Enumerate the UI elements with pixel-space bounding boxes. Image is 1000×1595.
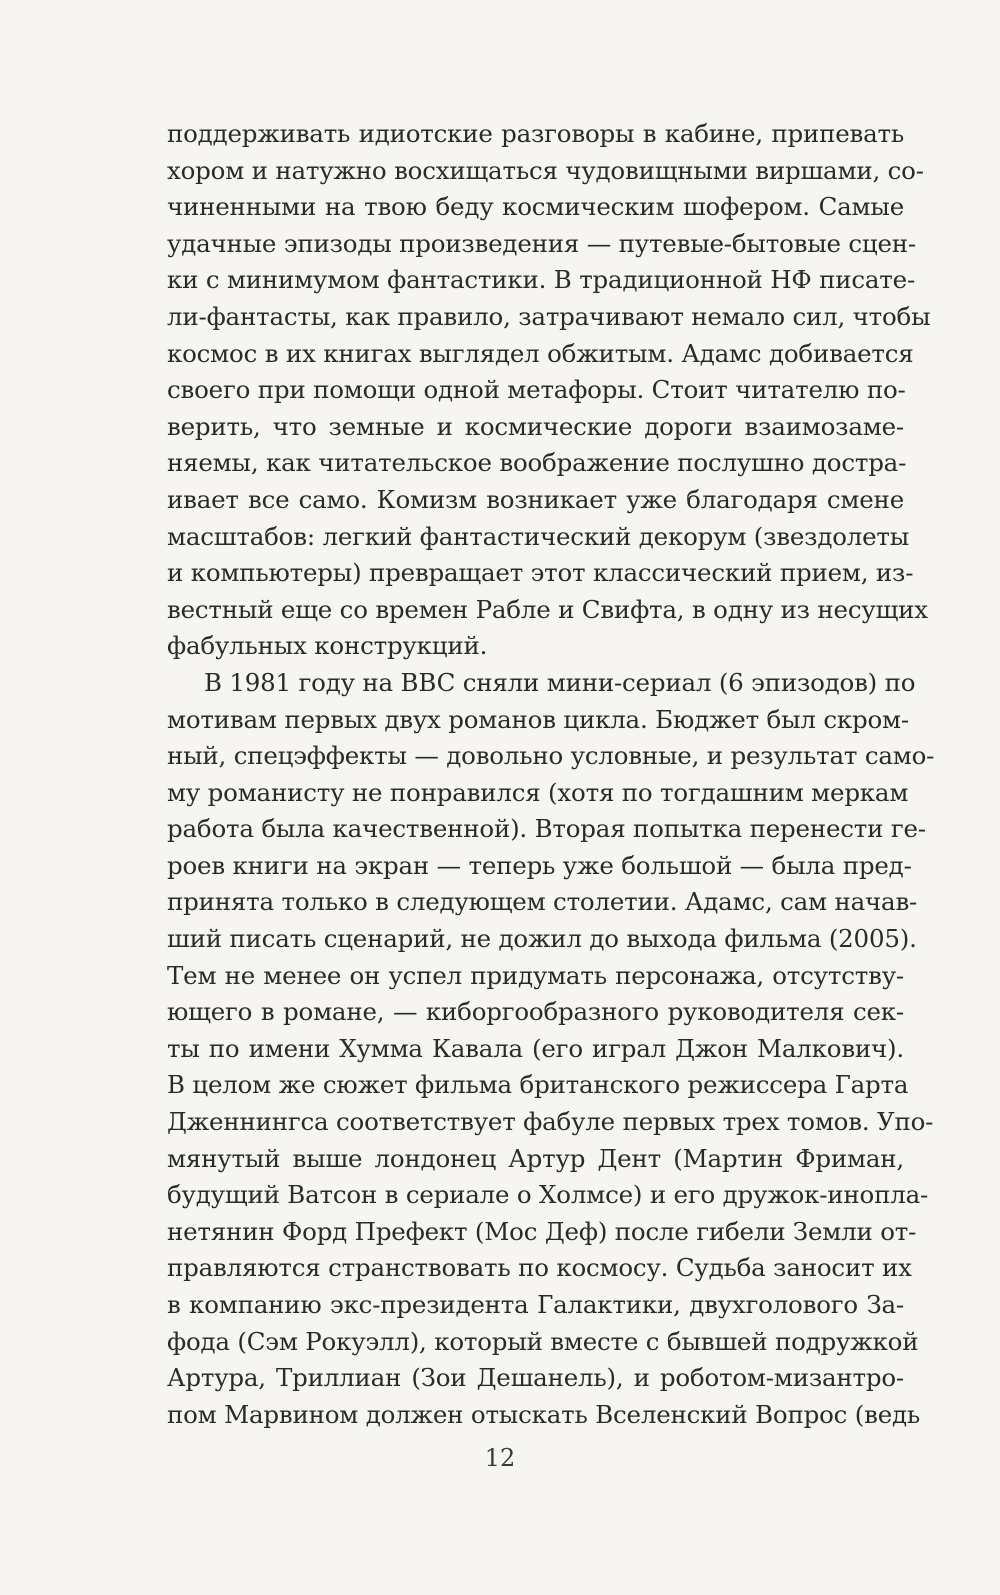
text-line: Артура, Триллиан (Зои Дешанель), и роботом-мизантро- xyxy=(167,1363,904,1393)
text-line: хором и натужно восхищаться чудовищными виршами, со- xyxy=(167,155,924,185)
body-text xyxy=(167,116,935,1433)
text-line: принята только в следующем столетии. Адамс, сам начав- xyxy=(167,887,918,917)
text-line: мянутый выше лондонец Артур Дент (Мартин Фриман, xyxy=(167,1143,904,1173)
text-line: верить, что земные и космические дороги взаимозаме- xyxy=(167,411,904,441)
text-line: В 1981 году на BBC сняли мини-сериал (6 эпизодов) по xyxy=(204,667,916,697)
text-line: в компанию экс-президента Галактики, двухголового За- xyxy=(167,1290,904,1319)
text-line: мотивам первых двух романов цикла. Бюджет был скром- xyxy=(167,704,909,734)
text-line: чиненными на твою беду космическим шофером. Самые xyxy=(167,192,904,222)
text-line: нетянин Форд Префект (Мос Деф) после гибели Земли от- xyxy=(167,1216,917,1246)
text-line: ющего в романе, — киборгообразного руководителя сек- xyxy=(167,997,904,1027)
text-line: своего при помощи одной метафоры. Стоит читателю по- xyxy=(167,375,906,405)
text-line: ли-фантасты, как правило, затрачивают немало сил, чтобы xyxy=(167,301,931,331)
text-line: ный, спецэффекты — довольно условные, и результат само- xyxy=(167,741,935,771)
text-line: ты по имени Хумма Кавала (его играл Джон Малкович). xyxy=(167,1033,904,1063)
text-line: В целом же сюжет фильма британского режиссера Гарта xyxy=(167,1070,909,1100)
text-line: и компьютеры) превращает этот классический прием, из- xyxy=(167,558,914,588)
text-line: вестный еще со времен Рабле и Свифта, в одну из несущих xyxy=(167,594,928,624)
text-line: поддерживать идиотские разговоры в кабине, припевать xyxy=(167,119,904,148)
text-line: пом Марвином должен отыскать Вселенский Вопрос (ведь xyxy=(167,1399,921,1429)
text-line: правляются странствовать по космосу. Судьба заносит их xyxy=(167,1253,912,1283)
text-line: няемы, как читательское воображение послушно достра- xyxy=(167,448,907,478)
text-line: космос в их книгах выглядел обжитым. Адамс добивается xyxy=(167,338,914,368)
text-line: будущий Ватсон в сериале о Холмсе) и его дружок-инопла- xyxy=(167,1180,929,1210)
text-line: роев книги на экран — теперь уже большой — была пред- xyxy=(167,850,912,880)
text-line: удачные эпизоды произведения — путевые-бытовые сцен- xyxy=(167,228,916,258)
text-line: Дженнингса соответствует фабуле первых трех томов. Упо- xyxy=(167,1107,934,1137)
paragraph xyxy=(167,665,935,1433)
text-line: му романисту не понравился (хотя по тогдашним меркам xyxy=(167,777,909,807)
text-line: Тем не менее он успел придумать персонажа, отсутству- xyxy=(167,960,904,990)
text-line: ший писать сценарий, не дожил до выхода фильма (2005). xyxy=(167,924,917,954)
text-line: масштабов: легкий фантастический декорум (звездолеты xyxy=(167,521,910,551)
text-line: ивает все само. Комизм возникает уже благодаря смене xyxy=(167,484,904,514)
text-line: фабульных конструкций. xyxy=(167,631,488,661)
text-line: фода (Сэм Рокуэлл), который вместе с бывшей подружкой xyxy=(167,1326,919,1356)
text-line: работа была качественной). Вторая попытка перенести ге- xyxy=(167,814,926,844)
paragraph xyxy=(167,116,931,665)
page-number: 12 xyxy=(484,1444,516,1472)
text-line: ки с минимумом фантастики. В традиционной НФ писате- xyxy=(167,265,916,295)
